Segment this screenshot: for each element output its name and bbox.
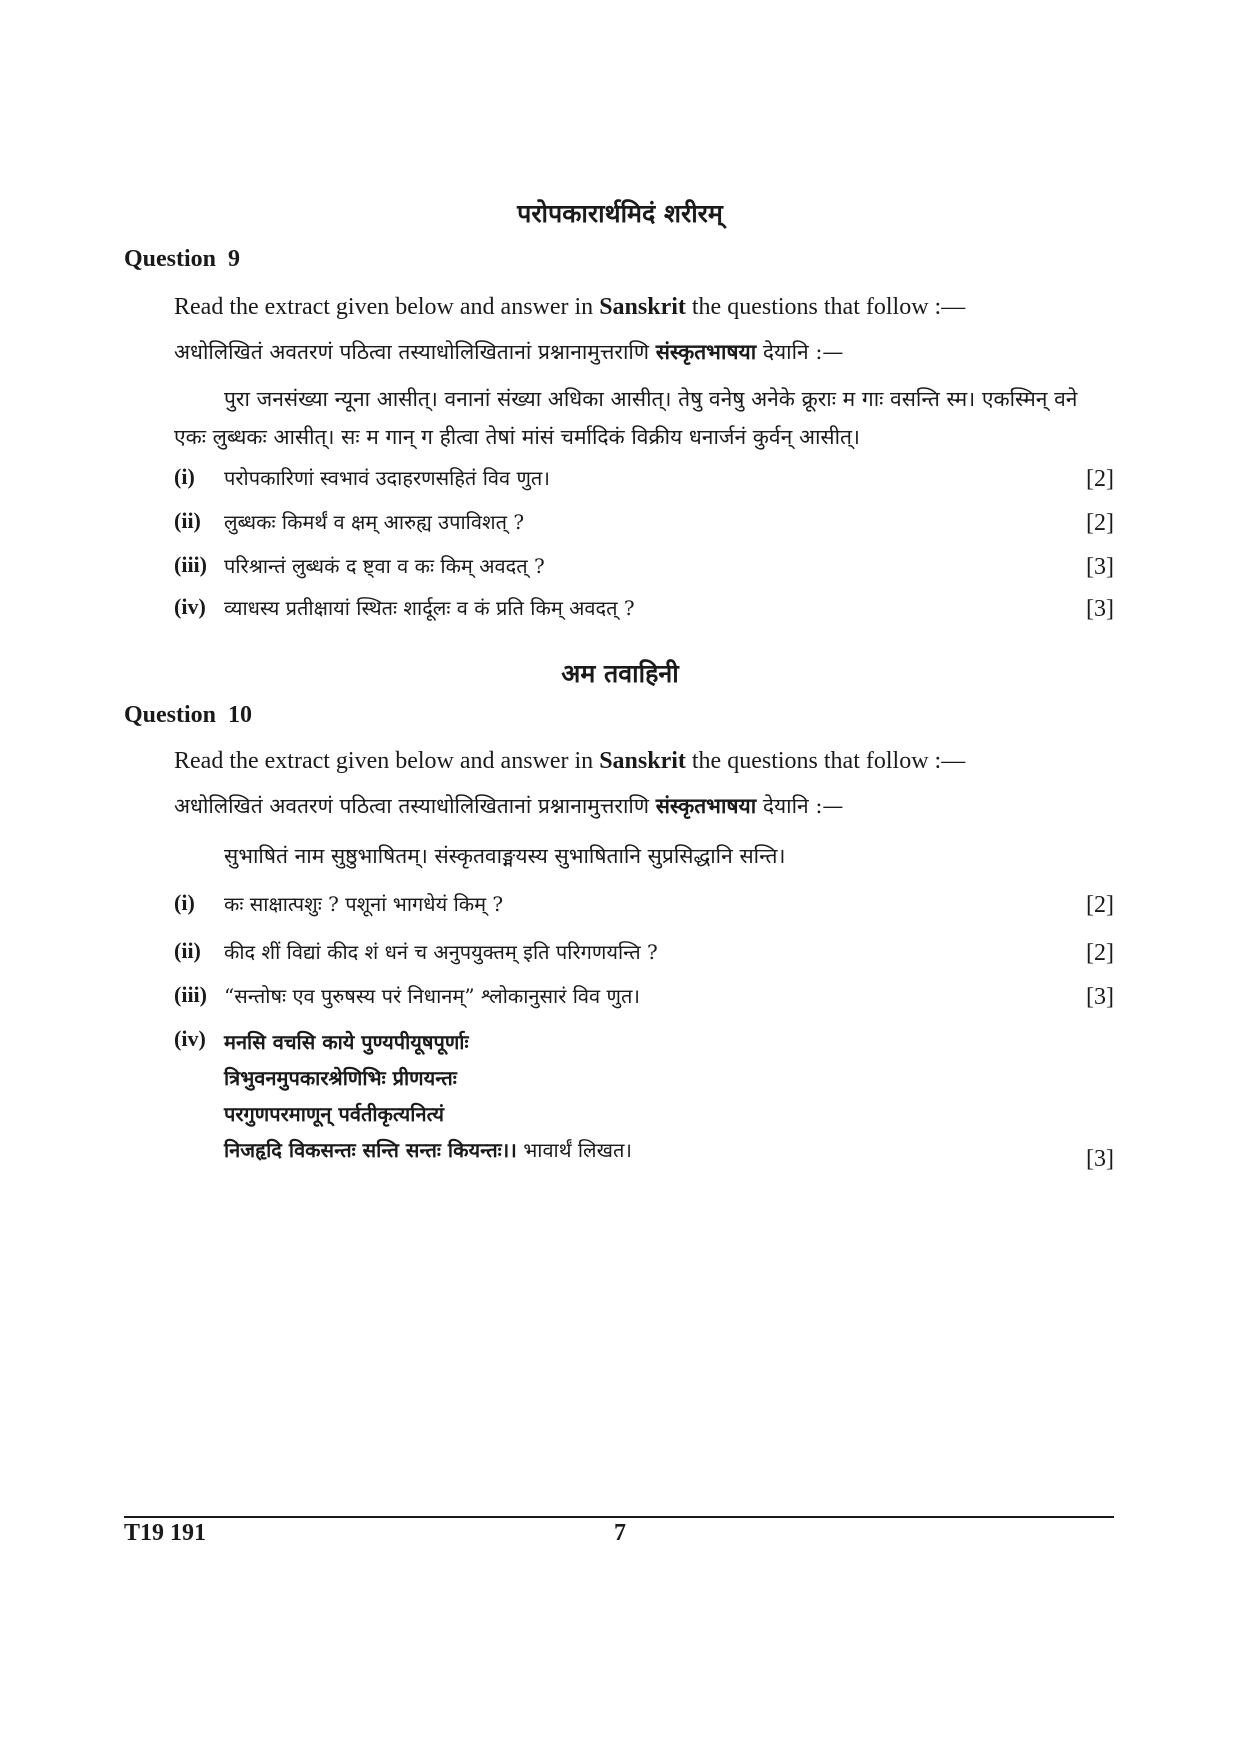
q9-instr-sa-post: देयानि :— bbox=[756, 340, 844, 364]
footer-paper-code: T19 191 bbox=[124, 1520, 207, 1546]
q10-item-ii bbox=[174, 938, 1114, 970]
q9-heading bbox=[124, 246, 240, 273]
q10-item-ii-marks: [2] bbox=[1086, 940, 1114, 966]
q10-item-iv-label: (iv) bbox=[174, 1026, 206, 1051]
q9-section-title: परोपकारार्थमिदं शरीरम् bbox=[517, 199, 723, 228]
q9-instruction-sanskrit bbox=[174, 338, 843, 366]
q9-item-iv-marks: [3] bbox=[1086, 596, 1114, 622]
q10-instruction-english bbox=[174, 748, 965, 775]
q10-item-i-text: कः साक्षात्पशुः ? पशूनां भागधेयं किम् ? bbox=[224, 892, 504, 916]
q9-item-iv-label: (iv) bbox=[174, 594, 206, 619]
q9-item-iii-marks: [3] bbox=[1086, 554, 1114, 580]
verse-line-1: मनसि वचसि काये पुण्यपीयूषपूर्णाः bbox=[224, 1030, 469, 1054]
q9-item-i-label: (i) bbox=[174, 464, 195, 489]
q9-item-i-text: परोपकारिणां स्वभावं उदाहरणसहितं विव णुत। bbox=[224, 466, 550, 490]
q10-item-iii-label: (iii) bbox=[174, 982, 207, 1007]
q9-instr-sa-bold: संस्कृतभाषया bbox=[655, 339, 757, 364]
q10-heading-number: 10 bbox=[228, 702, 253, 728]
verse-line-4-instruction: भावार्थं लिखत। bbox=[516, 1138, 632, 1162]
q9-heading-label: Question bbox=[124, 246, 217, 272]
q10-item-i-marks: [2] bbox=[1086, 892, 1114, 918]
q9-item-iii-label: (iii) bbox=[174, 552, 207, 577]
q9-passage: पुरा जनसंख्या न्यूना आसीत्। वनानां संख्या अधिका आसीत्। तेषु वनेषु अनेके क्रूराः म गाः वसन्ति स्म। एकस्मिन् वने एकः लुब्धकः आसीत्। सः म गान् ग हीत्वा तेषां मांसं चर्मादिकं विक्रीय धनार्जनं कुर्वन् आसीत्। bbox=[174, 387, 1078, 449]
verse-line-4-bold: निजहृदि विकसन्तः सन्ति सन्तः कियन्तः।। bbox=[224, 1138, 517, 1162]
q9-instr-en-pre: Read the extract given below and answer in bbox=[174, 294, 600, 320]
q9-item-i bbox=[174, 464, 1114, 496]
q10-item-i bbox=[174, 890, 1114, 922]
q9-item-iii bbox=[174, 552, 1114, 584]
q10-passage: सुभाषितं नाम सुष्ठुभाषितम्। संस्कृतवाङ्मयस्य सुभाषितानि सुप्रसिद्धानि सन्ति। bbox=[224, 844, 786, 868]
q9-item-ii-marks: [2] bbox=[1086, 510, 1114, 536]
q9-item-ii-text: लुब्धकः किमर्थं व क्षम् आरुह्य उपाविशत् ? bbox=[224, 510, 525, 534]
q9-item-i-marks: [2] bbox=[1086, 466, 1114, 492]
q10-heading bbox=[124, 702, 252, 729]
q9-heading-number: 9 bbox=[228, 246, 241, 272]
q10-instr-sa-pre: अधोलिखितं अवतरणं पठित्वा तस्याधोलिखितानां प्रश्नानामुत्तराणि bbox=[174, 794, 656, 818]
q10-instr-en-post: the questions that follow :— bbox=[685, 748, 966, 774]
q10-section-title: अम तवाहिनी bbox=[561, 659, 679, 688]
verse-line-2: त्रिभुवनमुपकारश्रेणिभिः प्रीणयन्तः bbox=[224, 1066, 457, 1090]
footer-rule bbox=[124, 1516, 1114, 1518]
q10-instruction-sanskrit bbox=[174, 792, 843, 820]
verse-line-4 bbox=[224, 1132, 632, 1168]
footer-page-number: 7 bbox=[614, 1520, 626, 1546]
q10-item-iv-marks: [3] bbox=[1086, 1146, 1114, 1172]
q9-instr-sa-pre: अधोलिखितं अवतरणं पठित्वा तस्याधोलिखितानां प्रश्नानामुत्तराणि bbox=[174, 340, 656, 364]
q9-item-ii-label: (ii) bbox=[174, 508, 201, 533]
q10-instr-en-bold: Sanskrit bbox=[599, 748, 686, 774]
q10-item-iii bbox=[174, 982, 1114, 1014]
q9-item-iv-text: व्याधस्य प्रतीक्षायां स्थितः शार्दूलः व कं प्रति किम् अवदत् ? bbox=[224, 596, 635, 620]
q10-instr-en-pre: Read the extract given below and answer in bbox=[174, 748, 600, 774]
q10-verse bbox=[224, 1024, 632, 1168]
q10-item-ii-label: (ii) bbox=[174, 938, 201, 963]
q9-item-iii-text: परिश्रान्तं लुब्धकं द ष्ट्वा व कः किम् अवदत् ? bbox=[224, 554, 545, 578]
q10-item-iii-marks: [3] bbox=[1086, 984, 1114, 1010]
verse-line-3: परगुणपरमाणून् पर्वतीकृत्यनित्यं bbox=[224, 1102, 444, 1126]
q9-instr-en-bold: Sanskrit bbox=[599, 294, 686, 320]
q10-item-iii-text: “सन्तोषः एव पुरुषस्य परं निधानम्” श्लोकानुसारं विव णुत। bbox=[224, 984, 640, 1008]
q10-instr-sa-post: देयानि :— bbox=[756, 794, 844, 818]
q10-item-i-label: (i) bbox=[174, 890, 195, 915]
q10-heading-label: Question bbox=[124, 702, 217, 728]
q9-item-ii bbox=[174, 508, 1114, 540]
q10-instr-sa-bold: संस्कृतभाषया bbox=[655, 793, 757, 818]
q10-item-ii-text: कीद शीं विद्यां कीद शं धनं च अनुपयुक्तम् इति परिगणयन्ति ? bbox=[224, 940, 658, 964]
q9-instr-en-post: the questions that follow :— bbox=[685, 294, 966, 320]
q9-item-iv bbox=[174, 594, 1114, 626]
q9-instruction-english bbox=[174, 294, 965, 321]
